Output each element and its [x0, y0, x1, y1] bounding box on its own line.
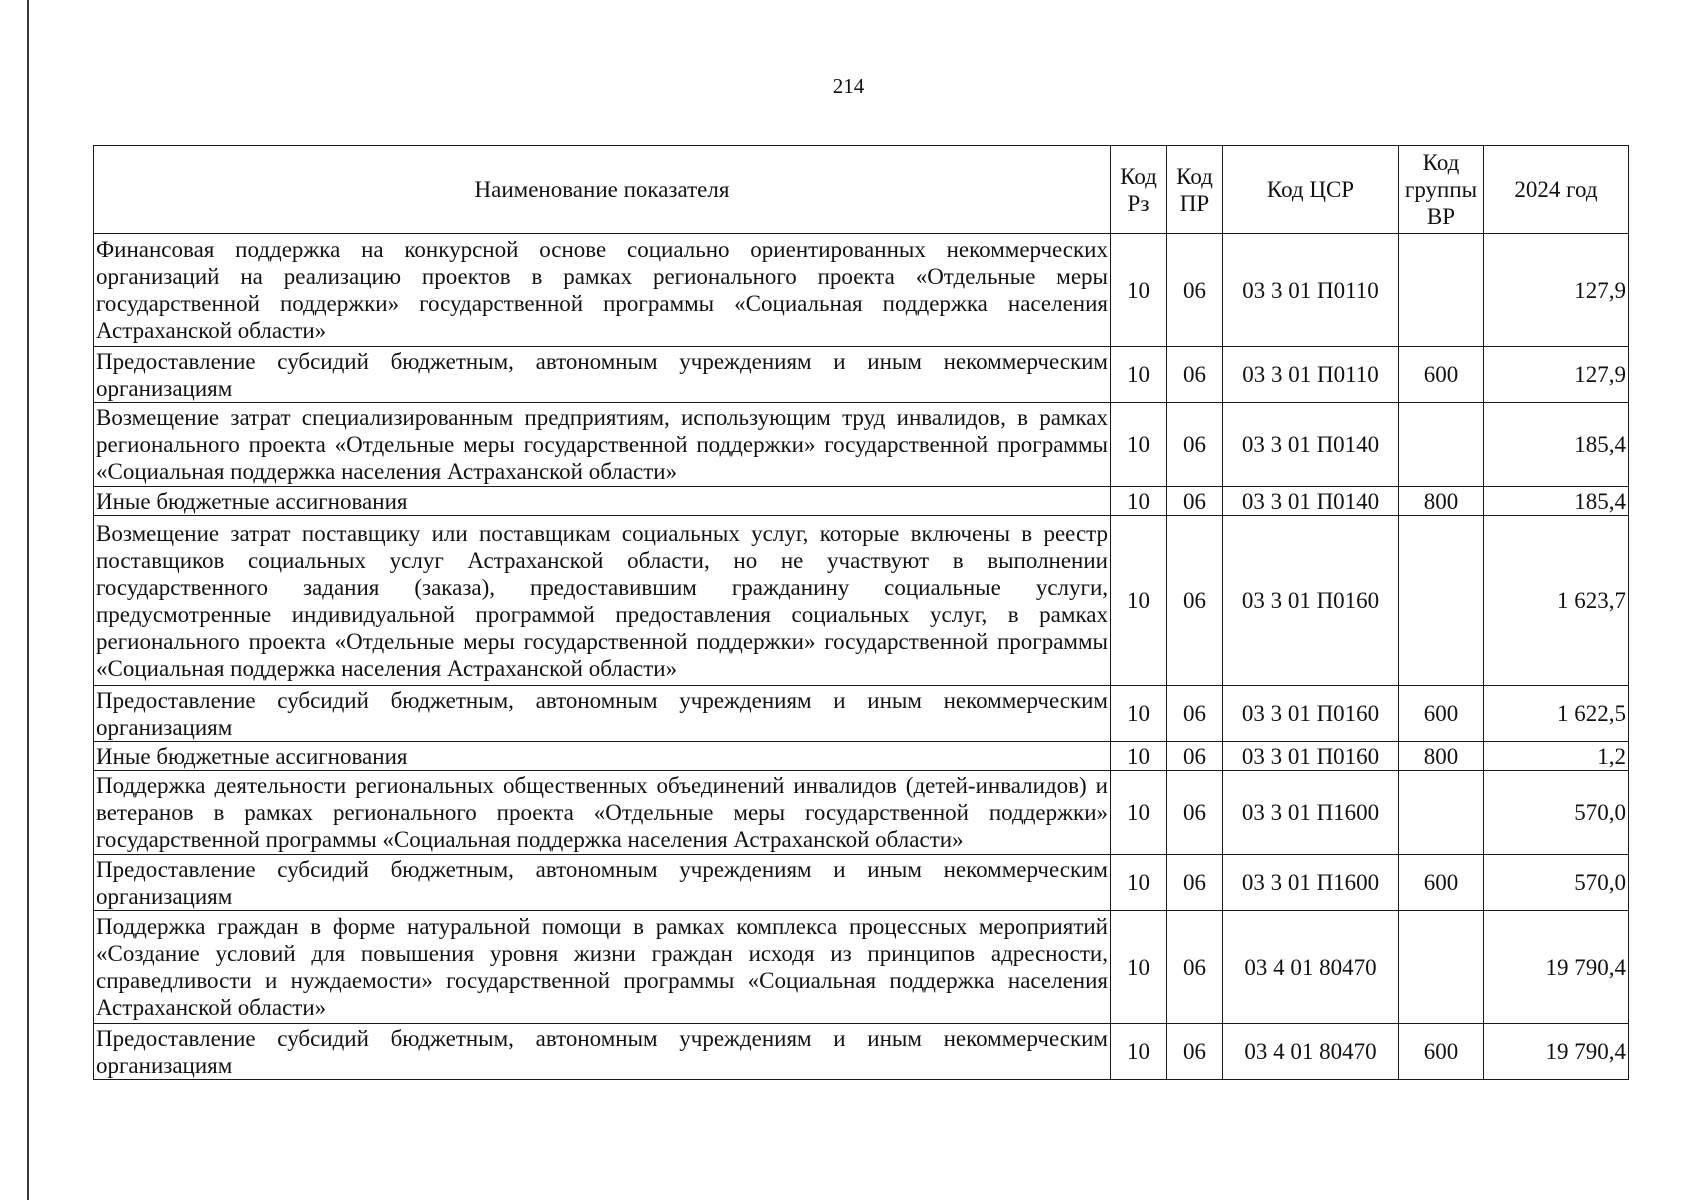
row-pr: 06 — [1167, 403, 1223, 487]
row-pr: 06 — [1167, 686, 1223, 742]
row-csr: 03 3 01 П0140 — [1223, 403, 1399, 487]
row-name: Предоставление субсидий бюджетным, автономным учреждениям и иным некоммерческим организациям — [94, 855, 1111, 911]
row-amount: 185,4 — [1484, 403, 1629, 487]
row-pr: 06 — [1167, 487, 1223, 516]
row-csr: 03 4 01 80470 — [1223, 1024, 1399, 1080]
row-name: Предоставление субсидий бюджетным, автономным учреждениям и иным некоммерческим организациям — [94, 1024, 1111, 1080]
row-amount: 570,0 — [1484, 771, 1629, 855]
row-csr: 03 3 01 П1600 — [1223, 771, 1399, 855]
page-number: 214 — [832, 74, 865, 98]
row-name: Финансовая поддержка на конкурсной основе социально ориентированных некоммерческих организаций на реализацию проектов в рамках регионального проекта «Отдельные меры государственной поддержки» государственной программы «Социальная поддержка населения Астраханской области» — [94, 234, 1111, 347]
row-vr — [1399, 516, 1484, 686]
table-row — [94, 1024, 1629, 1080]
row-name: Возмещение затрат специализированным предприятиям, использующим труд инвалидов, в рамках регионального проекта «Отдельные меры государственной поддержки» государственной программы «Социальная поддержка населения Астраханской области» — [94, 403, 1111, 487]
row-csr: 03 4 01 80470 — [1223, 911, 1399, 1024]
table-row — [94, 855, 1629, 911]
header-pr: Код ПР — [1167, 146, 1223, 234]
table-row — [94, 234, 1629, 347]
row-rz: 10 — [1111, 911, 1167, 1024]
table-row — [94, 487, 1629, 516]
row-rz: 10 — [1111, 347, 1167, 403]
row-rz: 10 — [1111, 234, 1167, 347]
table-row — [94, 686, 1629, 742]
row-amount: 570,0 — [1484, 855, 1629, 911]
row-vr — [1399, 403, 1484, 487]
header-rz: Код Рз — [1111, 146, 1167, 234]
row-csr: 03 3 01 П0110 — [1223, 234, 1399, 347]
row-vr: 600 — [1399, 855, 1484, 911]
scan-edge-line — [27, 0, 29, 1200]
row-vr: 600 — [1399, 347, 1484, 403]
row-pr: 06 — [1167, 347, 1223, 403]
row-name: Предоставление субсидий бюджетным, автономным учреждениям и иным некоммерческим организациям — [94, 686, 1111, 742]
header-year: 2024 год — [1484, 146, 1629, 234]
row-rz: 10 — [1111, 403, 1167, 487]
row-csr: 03 3 01 П0160 — [1223, 686, 1399, 742]
budget-table — [93, 145, 1629, 1080]
row-amount: 1,2 — [1484, 742, 1629, 771]
row-rz: 10 — [1111, 487, 1167, 516]
row-rz: 10 — [1111, 686, 1167, 742]
row-csr: 03 3 01 П0140 — [1223, 487, 1399, 516]
row-name: Иные бюджетные ассигнования — [94, 742, 1111, 771]
row-name: Возмещение затрат поставщику или поставщикам социальных услуг, которые включены в реестр поставщиков социальных услуг Астраханской области, но не участвуют в выполнении государственного задания (заказа), предоставившим гражданину социальные услуги, предусмотренные индивидуальной программой предоставления социальных услуг, в рамках регионального проекта «Отдельные меры государственной поддержки» государственной программы «Социальная поддержка населения Астраханской области» — [94, 516, 1111, 686]
row-pr: 06 — [1167, 516, 1223, 686]
row-csr: 03 3 01 П0160 — [1223, 516, 1399, 686]
row-csr: 03 3 01 П0160 — [1223, 742, 1399, 771]
row-rz: 10 — [1111, 516, 1167, 686]
table-row — [94, 742, 1629, 771]
row-rz: 10 — [1111, 1024, 1167, 1080]
header-vr: Код группы ВР — [1399, 146, 1484, 234]
table-row — [94, 911, 1629, 1024]
row-name: Иные бюджетные ассигнования — [94, 487, 1111, 516]
row-amount: 1 623,7 — [1484, 516, 1629, 686]
row-vr — [1399, 234, 1484, 347]
row-amount: 185,4 — [1484, 487, 1629, 516]
row-amount: 127,9 — [1484, 347, 1629, 403]
table-row — [94, 347, 1629, 403]
row-vr: 600 — [1399, 686, 1484, 742]
row-rz: 10 — [1111, 742, 1167, 771]
row-amount: 19 790,4 — [1484, 1024, 1629, 1080]
row-vr — [1399, 771, 1484, 855]
row-amount: 19 790,4 — [1484, 911, 1629, 1024]
row-amount: 1 622,5 — [1484, 686, 1629, 742]
row-vr: 800 — [1399, 487, 1484, 516]
row-pr: 06 — [1167, 234, 1223, 347]
row-pr: 06 — [1167, 771, 1223, 855]
row-csr: 03 3 01 П1600 — [1223, 855, 1399, 911]
table-header-row — [94, 146, 1629, 234]
row-pr: 06 — [1167, 742, 1223, 771]
table-row — [94, 516, 1629, 686]
row-rz: 10 — [1111, 771, 1167, 855]
row-csr: 03 3 01 П0110 — [1223, 347, 1399, 403]
row-pr: 06 — [1167, 911, 1223, 1024]
row-pr: 06 — [1167, 1024, 1223, 1080]
row-amount: 127,9 — [1484, 234, 1629, 347]
header-csr: Код ЦСР — [1223, 146, 1399, 234]
row-vr: 600 — [1399, 1024, 1484, 1080]
row-name: Поддержка деятельности региональных общественных объединений инвалидов (детей-инвалидов) и ветеранов в рамках регионального проекта «Отдельные меры государственной поддержки» государственной программы «Социальная поддержка населения Астраханской области» — [94, 771, 1111, 855]
row-rz: 10 — [1111, 855, 1167, 911]
row-vr: 800 — [1399, 742, 1484, 771]
row-name: Поддержка граждан в форме натуральной помощи в рамках комплекса процессных мероприятий «Создание условий для повышения уровня жизни граждан исходя из принципов адресности, справедливости и нуждаемости» государственной программы «Социальная поддержка населения Астраханской области» — [94, 911, 1111, 1024]
row-vr — [1399, 911, 1484, 1024]
row-name: Предоставление субсидий бюджетным, автономным учреждениям и иным некоммерческим организациям — [94, 347, 1111, 403]
header-name: Наименование показателя — [94, 146, 1111, 234]
row-pr: 06 — [1167, 855, 1223, 911]
table-row — [94, 771, 1629, 855]
table-row — [94, 403, 1629, 487]
